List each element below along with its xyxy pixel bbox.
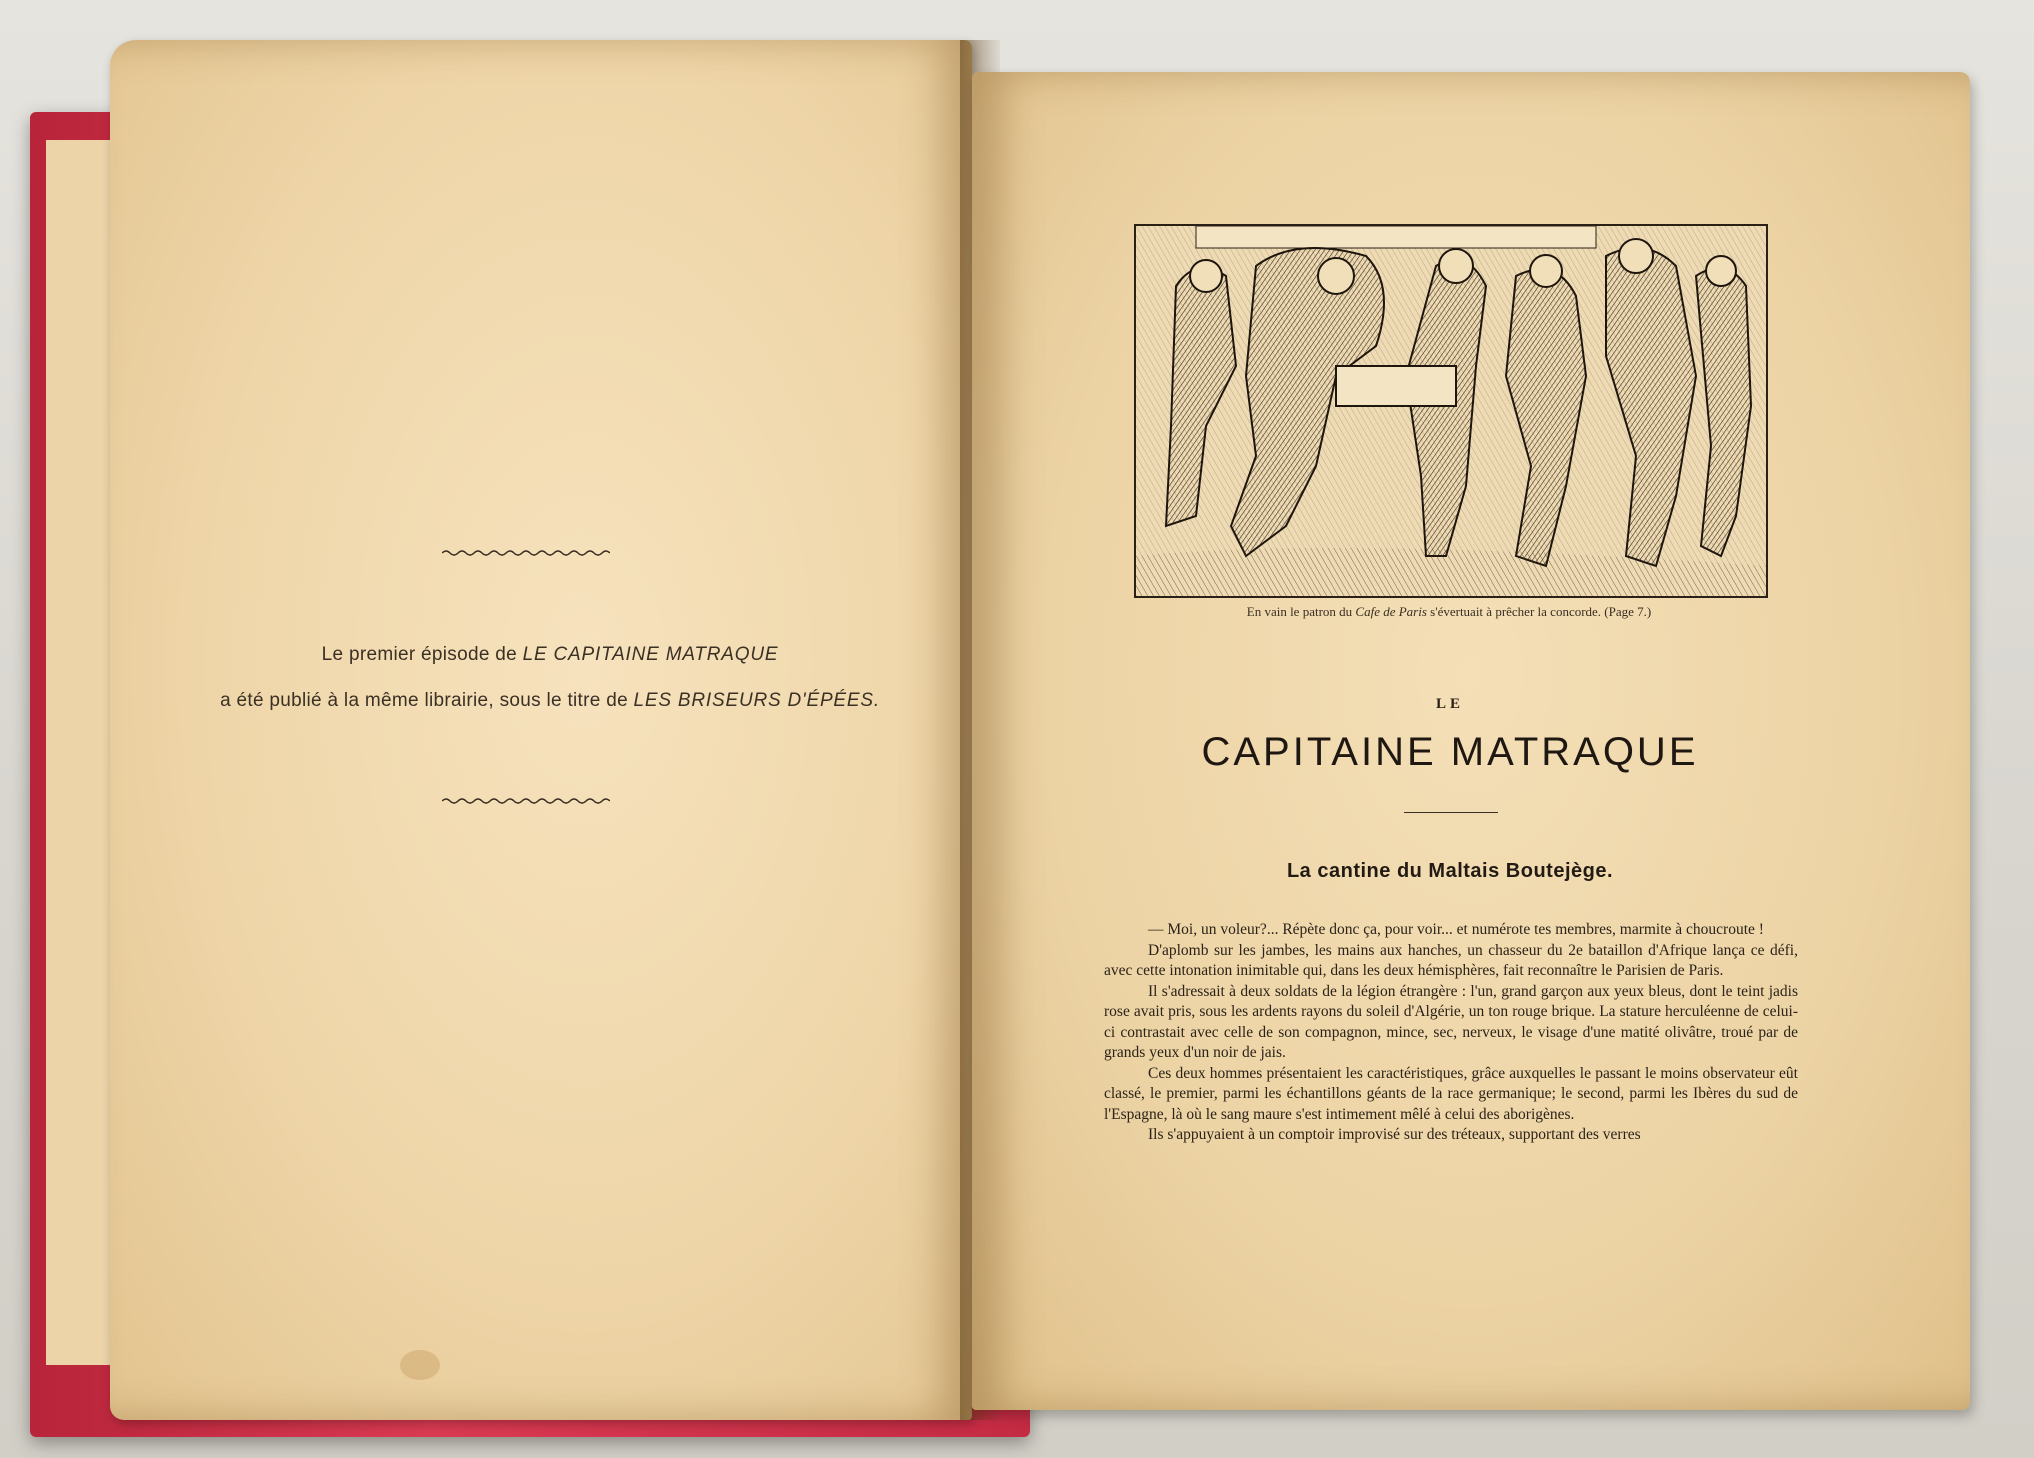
engraving-illustration <box>1134 224 1768 598</box>
paragraph: Il s'adressait à deux soldats de la légion étrangère : l'un, grand garçon aux yeux bleus, dont le teint jadis rose avait pris, sous les ardents rayons du soleil d'Algérie, un ton rouge brique. La stature herculéenne de celui-ci contrastait avec celle de son compagnon, mince, sec, nerveux, le visage d'une matité olivâtre, troué par de grands yeux d'un noir de jais. <box>1104 982 1798 1061</box>
ornament-top <box>442 548 610 558</box>
paragraph: Ils s'appuyaient à un comptoir improvisé sur des tréteaux, supportant des verres <box>1148 1126 1641 1143</box>
notice-line-1-title: LE CAPITAINE MATRAQUE <box>522 644 779 665</box>
notice-line-2 <box>200 690 900 712</box>
caption-part-a: En vain le patron du <box>1246 604 1353 619</box>
notice-line-2-title: LES BRISEURS D'ÉPÉES. <box>633 690 880 711</box>
left-page <box>110 40 972 1420</box>
title-rule <box>1404 812 1498 813</box>
page-stain <box>400 1350 440 1380</box>
paragraph: D'aplomb sur les jambes, les mains aux hanches, un chasseur du 2e bataillon d'Afrique lança ce défi, avec cette intonation inimitable qui, dans les deux hémisphères, fait reconnaître le Parisien de Paris. <box>1104 941 1798 979</box>
paragraph: Ces deux hommes présentaient les caractéristiques, grâce auxquelles le passant le moins observateur eût classé, le premier, parmi les échantillons géants de la race germanique; le second, parmi les Ibères du sud de l'Espagne, là où le sang maure s'est intimement mêlé à celui des aborigènes. <box>1104 1064 1798 1123</box>
paragraph: — Moi, un voleur?... Répète donc ça, pour voir... et numérote tes membres, marmite à choucroute ! <box>1148 921 1764 938</box>
notice-line-1 <box>200 644 900 666</box>
book-title: CAPITAINE MATRAQUE <box>1201 730 1699 774</box>
body-text <box>1104 920 1798 1146</box>
illustration-caption <box>1134 604 1764 620</box>
caption-italic: Cafe de Paris <box>1355 604 1427 619</box>
title-article: LE <box>1435 696 1464 712</box>
caption-part-b: s'évertuait à prêcher la concorde. (Page 7.) <box>1430 604 1652 619</box>
notice-line-1-prefix: Le premier épisode de <box>321 644 518 665</box>
chapter-title: La cantine du Maltais Boutejège. <box>1286 860 1614 882</box>
notice-line-2-prefix: a été publié à la même librairie, sous le titre de <box>220 690 628 711</box>
ornament-bottom <box>442 796 610 806</box>
